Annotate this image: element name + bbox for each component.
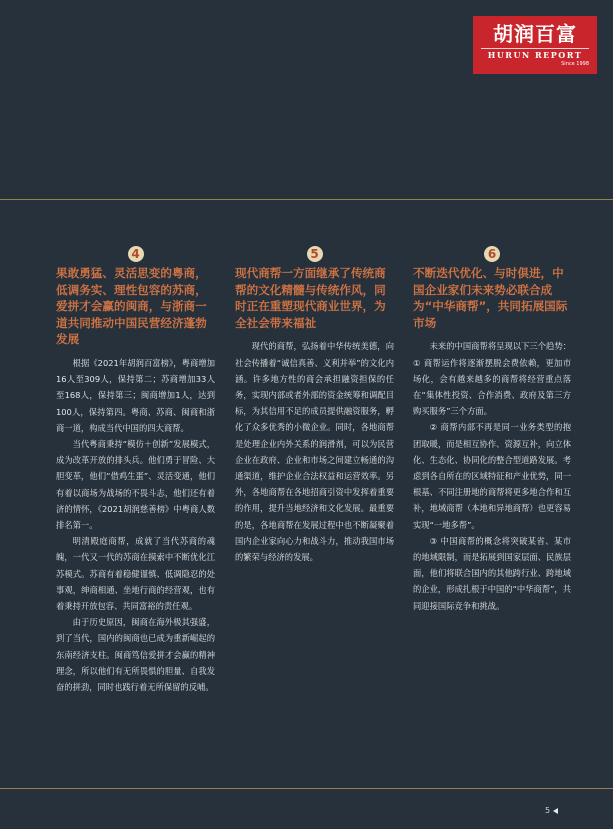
paragraph: 未来的中国商帮将呈现以下三个趋势：① 商帮运作将逐渐摆脱会费依赖，更加市场化，会有越来越多的商帮将经营重点落在“集体性投资、合作消费、政府及第三方购买服务”三个方面。 bbox=[413, 341, 571, 417]
triangle-left-icon bbox=[553, 808, 558, 814]
bottom-divider bbox=[0, 788, 613, 789]
paragraph: 明清殿庭商帮，成就了当代苏商的魂魄，一代又一代的苏商在摸索中不断优化江苏模式。苏商有着稳健谨慎、低调隐忍的处事观，绅商相通、坐地行商的经营观，也有着秉持开放包容、共同富裕的责任观。 bbox=[56, 536, 215, 612]
section-number-badge: 6 bbox=[484, 246, 500, 262]
logo-chinese-name: 胡润百富 bbox=[493, 22, 577, 46]
logo-english-name: HURUN REPORT bbox=[481, 48, 589, 61]
section-heading: 现代商帮一方面继承了传统商帮的文化精髓与传统作风，同时正在重塑现代商业世界，为全社会带来福祉 bbox=[235, 266, 386, 330]
section-body bbox=[56, 355, 215, 695]
column-6 bbox=[413, 246, 571, 614]
column-5 bbox=[235, 246, 394, 565]
paragraph: ③ 中国商帮的概念将突破某省、某市的地域限制，而是拓展到国家层面、民族层面，他们将联合国内的其他跨行业、跨地域的企业，形成扎根于中国的“中华商帮”，共同迎接国际竞争和挑战。 bbox=[413, 535, 571, 611]
section-body bbox=[235, 338, 394, 565]
paragraph: 根据《2021年胡润百富榜》，粤商增加16人至309人，保持第二；苏商增加33人至168人，保持第三；闽商增加1人，达到100人，保持第四。粤商、苏商、闽商和浙商一道，构成当代中国的四大商帮。 bbox=[56, 357, 215, 433]
paragraph: 当代粤商秉持“模仿＋创新”发展模式，成为改革开放的排头兵。他们勇于冒险、大胆变革，他们“借鸡生蛋”、灵活变通，他们有着以商场为战场的不畏斗志，他们还有着济的情怀，《2021胡润慈善榜》中粤商人数排名第一。 bbox=[56, 438, 215, 530]
hurun-logo bbox=[473, 16, 597, 74]
paragraph: 现代的商帮，弘扬着中华传统美德，向社会传播着“诚信真善、义利并举”的文化内涵。许多地方性的商会承担融资担保的任务，实现内部或者外部的资金统筹和调配目标，为其信用不足的成员提供融资服务，孵化了众多优秀的小微企业。同时，各地商帮是处理企业内外关系的润滑剂，可以为民营企业在政府、企业和市场之间建立畅通的沟通渠道，维护企业合法权益和运营效率。另外，各地商帮在各地招商引资中发挥着重要的作用，提升当地经济和文化发展。最重要的是，各地商帮在发展过程中也不断凝聚着国内企业家向心力和战斗力，推动我国市场的繁荣与经济的发展。 bbox=[235, 341, 394, 563]
section-number-badge: 4 bbox=[128, 246, 144, 262]
paragraph: ② 商帮内部不再是同一业务类型的抱团取暖，而是相互协作、资源互补，向立体化、生态化、协同化的整合型道路发展。考虑到各自所在的区域特征和产业优势，同一根基、不同注册地的商帮将更多地合作和互补，地域商帮（本地和异地商帮）也更容易实现“一地多帮”。 bbox=[413, 422, 571, 530]
logo-since: Since 1998 bbox=[561, 61, 589, 67]
section-heading: 果敢勇猛、灵活思变的粤商，低调务实、理性包容的苏商，爱拼才会赢的闽商，与浙商一道共同推动中国民营经济蓬勃发展 bbox=[56, 266, 207, 347]
section-body bbox=[413, 338, 571, 613]
page-number-text: 5 bbox=[545, 806, 551, 815]
paragraph: 由于历史原因，闽商在海外极其强盛，到了当代，国内的闽商也已成为重新崛起的东南经济支柱。闽商笃信爱拼才会赢的精神理念，所以他们有无所畏惧的胆量、自我发奋的拼劲，同时也践行着无所保留的反哺。 bbox=[56, 617, 215, 693]
column-4 bbox=[56, 246, 215, 695]
top-divider bbox=[0, 199, 613, 200]
section-heading: 不断迭代优化、与时俱进，中国企业家们未来势必联合成为“中华商帮”，共同拓展国际市场 bbox=[413, 266, 568, 330]
page-number bbox=[545, 806, 558, 815]
section-number-badge: 5 bbox=[307, 246, 323, 262]
